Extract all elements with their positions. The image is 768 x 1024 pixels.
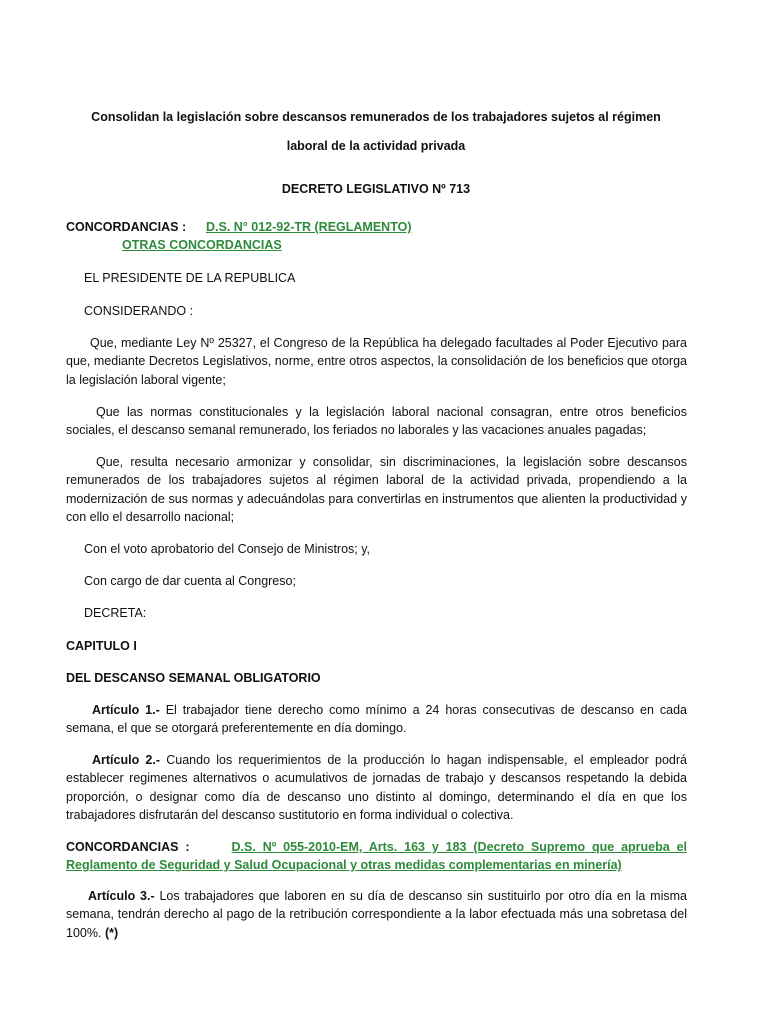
decree-number: DECRETO LEGISLATIVO Nº 713 xyxy=(281,182,471,196)
cargo-congreso: Con cargo de dar cuenta al Congreso; xyxy=(84,574,296,588)
article-1-label: Artículo 1.- xyxy=(92,703,160,717)
article-1 xyxy=(66,701,687,738)
chapter-number: CAPITULO I xyxy=(66,639,137,653)
concordancias-2 xyxy=(66,838,687,875)
considerando-paragraph-1: Que, mediante Ley Nº 25327, el Congreso de la República ha delegado facultades al Poder Ejecutivo para que, mediante Decretos Legislativos, norme, entre otros aspectos, la consolidación de los beneficios que otorga la legislación laboral vigente; xyxy=(66,336,687,387)
chapter-title: DEL DESCANSO SEMANAL OBLIGATORIO xyxy=(66,671,321,685)
president-heading: EL PRESIDENTE DE LA REPUBLICA xyxy=(84,271,296,285)
voto-aprobatorio: Con el voto aprobatorio del Consejo de Ministros; y, xyxy=(84,542,371,556)
article-2 xyxy=(66,751,687,824)
concordancias-reglamento-link[interactable]: D.S. N° 012-92-TR (REGLAMENTO) xyxy=(206,220,412,234)
document-title-line-2: laboral de la actividad privada xyxy=(286,139,466,153)
concordancias-2-label: CONCORDANCIAS : xyxy=(66,840,190,854)
article-2-text: Cuando los requerimientos de la producción lo hagan indispensable, el empleador podrá establecer regimenes alternativos o acumulativos de jornadas de trabajo y descansos respetando la debida proporción, o designar como día de descanso uno distinto al domingo, determinando el día en que los trabajadores disfrutarán del descanso sustitutorio en forma individual o colectiva. xyxy=(66,753,687,822)
article-3-text: Los trabajadores que laboren en su día de descanso sin sustituirlo por otro día en la misma semana, tendrán derecho al pago de la retribución correspondiente a la labor efectuada más una sobretasa del 100%. xyxy=(66,889,687,940)
ds-055-2010-em-link[interactable]: D.S. Nº 055-2010-EM, Arts. 163 y 183 (Decreto Supremo que aprueba el Reglamento de Seguridad y Salud Ocupacional y otras medidas complementarias en minería) xyxy=(66,840,687,873)
article-3-note-marker: (*) xyxy=(104,925,119,940)
considerando-paragraph-3: Que, resulta necesario armonizar y consolidar, sin discriminaciones, la legislación sobre descansos remunerados de los trabajadores sujetos al régimen laboral de la actividad privada, propendiendo a la modernización de sus normas y adecuándolas para convertirlas en instrumentos que alienten la productividad y con ello el desarrollo nacional; xyxy=(66,455,687,524)
document-title-line-1: Consolidan la legislación sobre descansos remunerados de los trabajadores sujetos al régimen xyxy=(91,110,661,124)
article-2-label: Artículo 2.- xyxy=(92,753,161,767)
otras-concordancias-link[interactable]: OTRAS CONCORDANCIAS xyxy=(122,238,282,252)
concordancias-label: CONCORDANCIAS : xyxy=(66,220,187,234)
decreta-heading: DECRETA: xyxy=(84,606,147,620)
considerando-paragraph-2: Que las normas constitucionales y la legislación laboral nacional consagran, entre otros beneficios sociales, el descanso semanal remunerado, los feriados no laborales y las vacaciones anuales pagadas; xyxy=(66,405,687,438)
article-3 xyxy=(66,887,687,942)
article-3-label: Artículo 3.- xyxy=(88,889,155,903)
article-1-text: El trabajador tiene derecho como mínimo a 24 horas consecutivas de descanso en cada semana, el que se otorgará preferentemente en día domingo. xyxy=(66,703,687,736)
considerando-heading: CONSIDERANDO : xyxy=(84,304,194,318)
